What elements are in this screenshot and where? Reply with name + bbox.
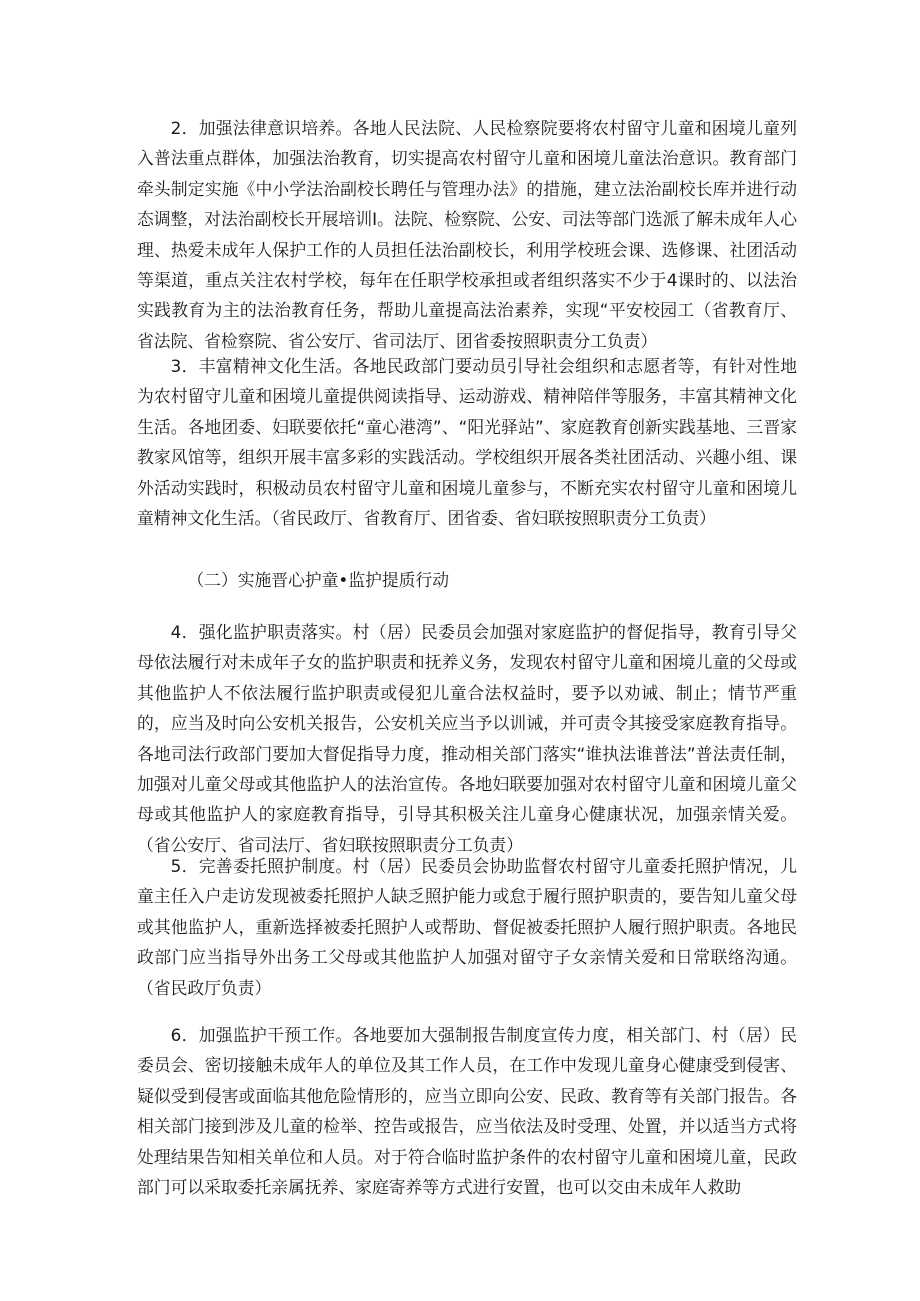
paragraph-item-6: 6．加强监护干预工作。各地要加大强制报告制度宣传力度，相关部门、村（居）民委员会、密切接触未成年人的单位及其工作人员，在工作中发现儿童身心健康受到侵害、疑似受到侵害或面临其他危险情形的，应当立即向公安、民政、教育等有关部门报告。各相关部门接到涉及儿童的检举、控告或报告，应当依法及时受理、处置，并以适当方式将处理结果告知相关单位和人员。对于符合临时监护条件的农村留守儿童和困境儿童，民政部门可以采取委托亲属抚养、家庭寄养等方式进行安置，也可以交由未成年人救助 <box>137 1025 797 1198</box>
paragraph-item-4: 4．强化监护职责落实。村（居）民委员会加强对家庭监护的督促指导，教育引导父母依法履行对未成年子女的监护职责和抚养义务，发现农村留守儿童和困境儿童的父母或其他监护人不依法履行监护职责或侵犯儿童合法权益时，要予以劝诫、制止；情节严重的，应当及时向公安机关报告，公安机关应当予以训诫，并可责令其接受家庭教育指导。各地司法行政部门要加大督促指导力度，推动相关部门落实“谁执法谁普法”普法责任制，加强对儿童父母或其他监护人的法治宣传。各地妇联要加强对农村留守儿童和困境儿童父母或其他监护人的家庭教育指导，引导其积极关注儿童身心健康状况，加强亲情关爱。（省公安厅、省司法厅、省妇联按照职责分工负责） <box>137 622 797 855</box>
section-heading: （二）实施晋心护童•监护提质行动 <box>187 570 450 590</box>
paragraph-item-2: 2．加强法律意识培养。各地人民法院、人民检察院要将农村留守儿童和困境儿童列入普法重点群体，加强法治教育，切实提高农村留守儿童和困境儿童法治意识。教育部门牵头制定实施《中小学法治副校长聘任与管理办法》的措施，建立法治副校长库并进行动态调整，对法治副校长开展培训Ⅰ。法院、检察院、公安、司法等部门选派了解未成年人心理、热爱未成年人保护工作的人员担任法治副校长，利用学校班会课、选修课、社团活动等渠道，重点关注农村学校，每年在任职学校承担或者组织落实不少于4课时的、以法治实践教育为主的法治教育任务，帮助儿童提高法治素养，实现“平安校园工（省教育厅、省法院、省检察院、省公安厅、省司法厅、团省委按照职责分工负责） <box>137 118 797 351</box>
paragraph-item-3: 3．丰富精神文化生活。各地民政部门要动员引导社会组织和志愿者等，有针对性地为农村留守儿童和困境儿童提供阅读指导、运动游戏、精神陪伴等服务，丰富其精神文化生活。各地团委、妇联要依托“童心港湾”、“阳光驿站”、家庭教育创新实践基地、三晋家教家风馆等，组织开展丰富多彩的实践活动。学校组织开展各类社团活动、兴趣小组、课外活动实践时，积极动员农村留守儿童和困境儿童参与，不断充实农村留守儿童和困境儿童精神文化生活。（省民政厅、省教育厅、团省委、省妇联按照职责分工负责） <box>137 356 797 529</box>
paragraph-item-5: 5．完善委托照护制度。村（居）民委员会协助监督农村留守儿童委托照护情况，儿童主任入户走访发现被委托照护人缺乏照护能力或怠于履行照护职责的，要告知儿童父母或其他监护人，重新选择被委托照护人或帮助、督促被委托照护人履行照护职责。各地民政部门应当指导外出务工父母或其他监护人加强对留守子女亲情关爱和日常联络沟通。（省民政厅负责） <box>137 856 797 998</box>
